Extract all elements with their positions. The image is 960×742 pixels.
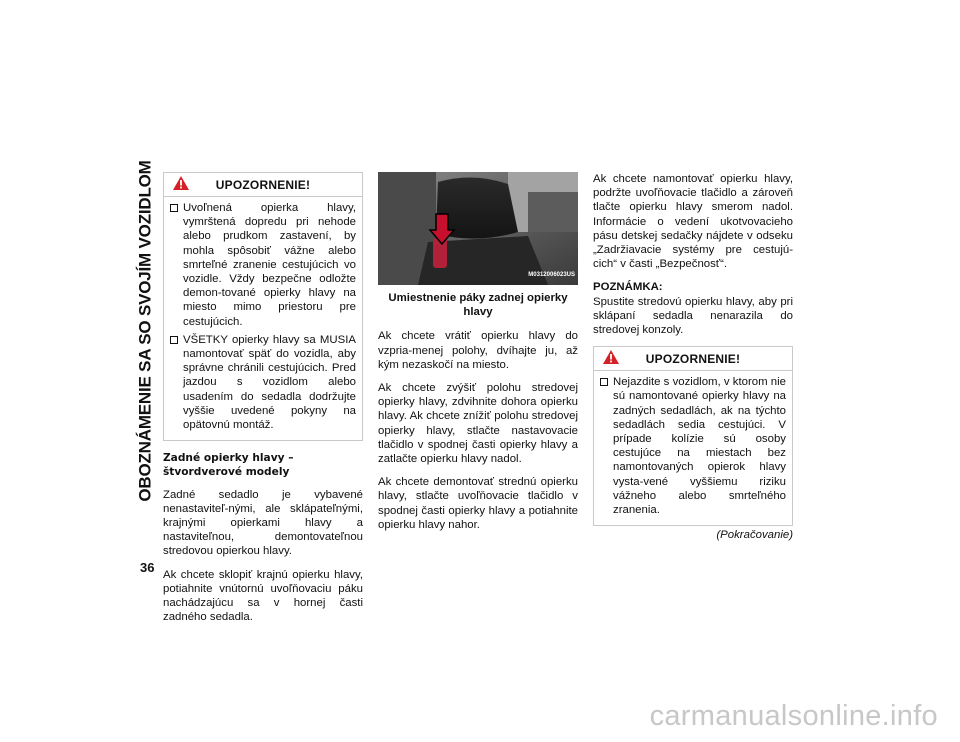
body-paragraph: Ak chcete vrátiť opierku hlavy do vzpria-menej polohy, dvíhajte ju, až kým nezaskočí na miesto.: [378, 330, 578, 371]
checkbox-bullet-icon: [170, 204, 178, 212]
figure-caption: Umiestnenie páky zadnej opierky hlavy: [388, 292, 568, 319]
figure-code: M0312006023US: [528, 271, 575, 278]
warning-triangle-icon: [602, 349, 620, 365]
body-paragraph: Zadné sedadlo je vybavené nenastaviteľ-nými, ale sklápateľnými, krajnými opierkami hlavy a nastaviteľnou, demontovateľnou stredovou opierkou hlavy.: [163, 488, 363, 558]
warning-title: UPOZORNENIE!: [645, 352, 741, 367]
warning-item: Uvoľnená opierka hlavy, vymrštená dopredu pri nehode alebo prudkom zastavení, by mohla spôsobiť vážne alebo smrteľné zranenie cestujúcich vo vozidle. Vždy bezpečne odložte demon-tované opierky hlavy na miesto mimo priestoru pre cestujúcich.: [170, 201, 356, 329]
body-paragraph: Ak chcete demontovať strednú opierku hlavy, stlačte uvoľňovacie tlačidlo v spodnej časti opierky hlavy a potiahnite opierku hlavy nahor.: [378, 476, 578, 531]
column-right: [593, 172, 793, 542]
page-number: 36: [140, 560, 155, 575]
body-paragraph: Ak chcete zvýšiť polohu stredovej opierky hlavy, zdvihnite dohora opierku hlavy. Ak chcete znížiť polohu stredovej opierky hlavy, stlačte nastavovacie tlačidlo v spodnej časti opierky hlavy a zatlačte opierku hlavy nadol.: [378, 382, 578, 466]
column-left: [163, 172, 363, 633]
body-paragraph: Ak chcete sklopiť krajnú opierku hlavy, potiahnite vnútornú uvoľňovaciu páku nachádzajúcu sa v hornej časti zadného sedadla.: [163, 568, 363, 624]
checkbox-bullet-icon: [600, 378, 608, 386]
warning-triangle-icon: [172, 175, 190, 191]
column-middle: [378, 172, 578, 541]
warning-item: VŠETKY opierky hlavy sa MUSIA namontovať späť do vozidla, aby správne chránili cestujúcich. Pred jazdou s vozidlom alebo usadením do sedadla dodržujte vyššie uvedené pokyny na opätovnú montáž.: [170, 333, 356, 432]
warning-box: [163, 172, 363, 441]
continued-note: (Pokračovanie): [716, 529, 793, 542]
note-text: Spustite stredovú opierku hlavy, aby pri sklápaní sedadla nenarazila do stredovej konzoly.: [593, 295, 793, 337]
section-subheading: Zadné opierky hlavy – štvordverové modely: [163, 452, 294, 479]
note-heading: POZNÁMKA:: [593, 281, 663, 294]
side-section-title: OBOZNÁMENIE SA SO SVOJÍM VOZIDLOM: [136, 160, 156, 502]
warning-header: [170, 173, 356, 197]
warning-title: UPOZORNENIE!: [215, 178, 311, 192]
warning-item: Nejazdite s vozidlom, v ktorom nie sú namontované opierky hlavy na zadných sedadlách, ak na týchto sedadlách sedia cestujúci. V prípade kolízie sú osoby cestujúce na miestach bez namontovaných opierok hlavy vysta-vené vyššiemu riziku vážneho alebo smrteľného zranenia.: [600, 375, 786, 517]
headrest-lever-photo: [378, 172, 578, 285]
warning-box: [593, 346, 793, 526]
checkbox-bullet-icon: [170, 336, 178, 344]
body-paragraph: Ak chcete namontovať opierku hlavy, podržte uvoľňovacie tlačidlo a zároveň tlačte opierku hlavy smerom nadol. Informácie o vedení ukotvovacieho pásu detskej sedačky nájdete v odseku „Zadržiavacie systémy pre cestujú-cich“ v časti „Bezpečnosť“.: [593, 173, 793, 271]
watermark: carmanualsonline.info: [649, 700, 938, 732]
warning-header: [600, 347, 786, 371]
